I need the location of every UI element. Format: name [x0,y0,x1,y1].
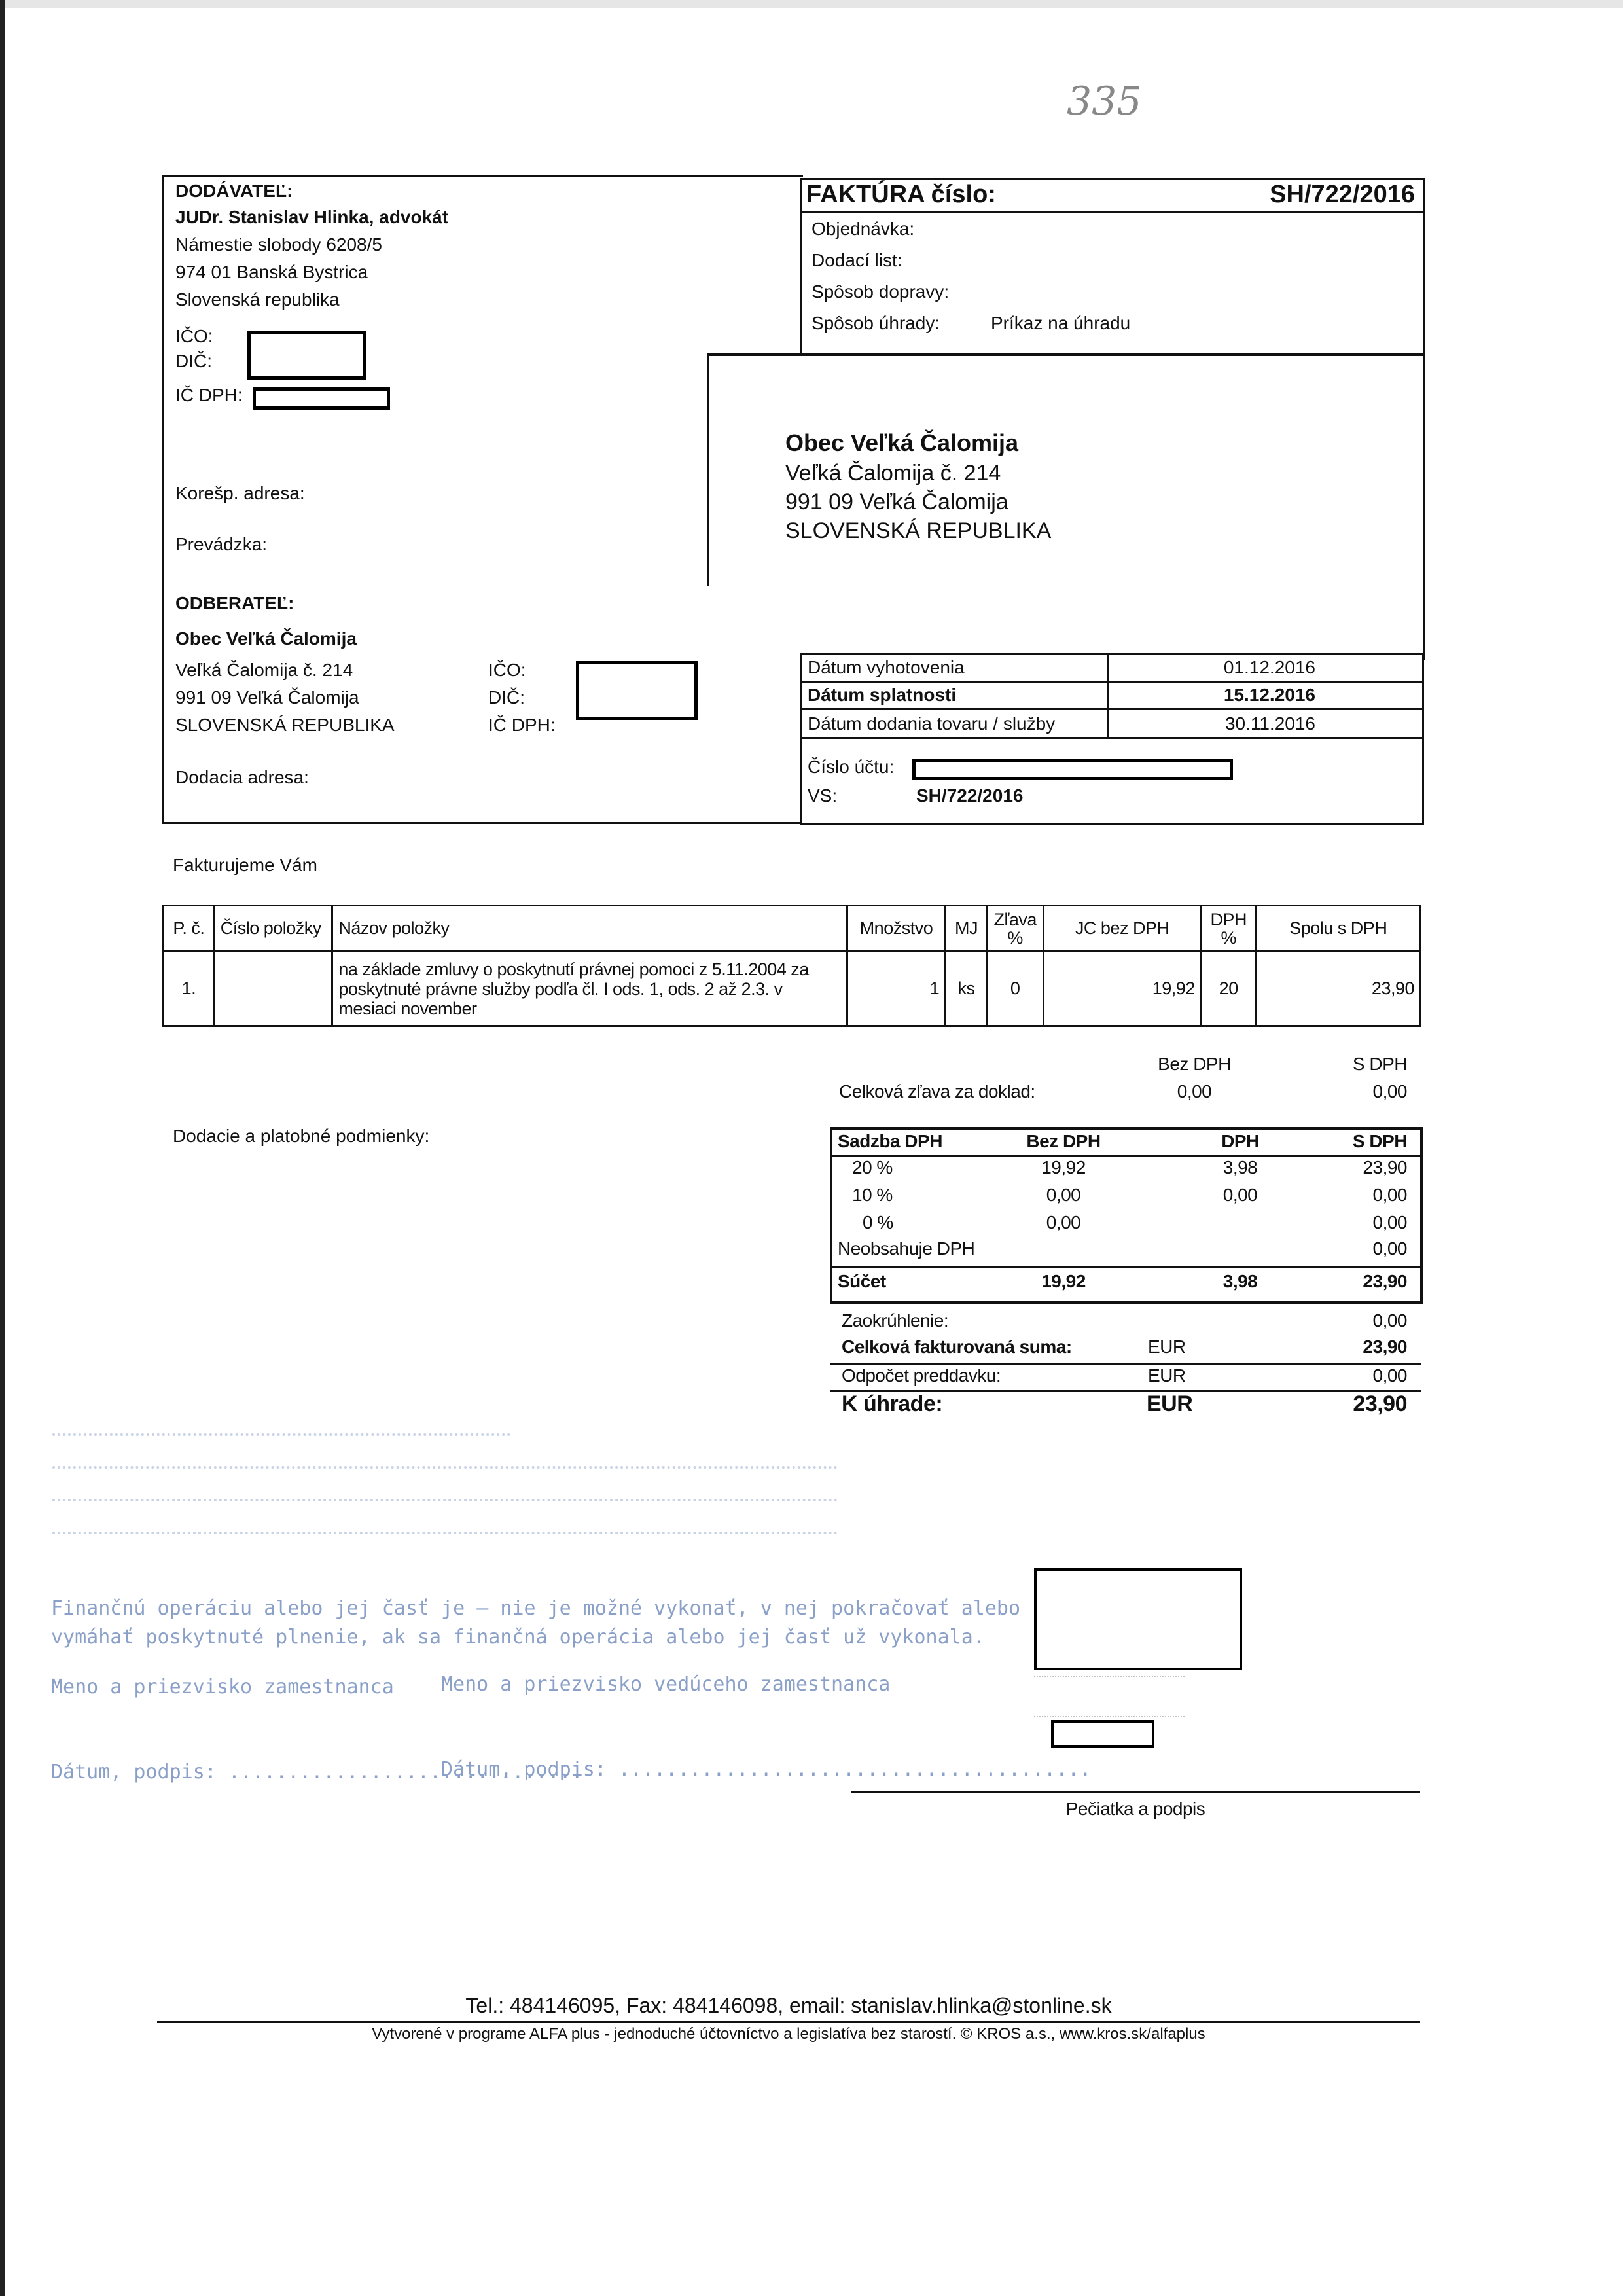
invoice-title: FAKTÚRA číslo: [806,181,996,208]
row-qty: 1 [847,952,945,1026]
vat-sum-label: Súčet [838,1271,886,1291]
header-code: Číslo položky [214,906,332,952]
stamp-name-manager: Meno a priezvisko vedúceho zamestnanca [441,1673,891,1696]
vs-value: SH/722/2016 [916,785,1024,806]
due-label: K úhrade: [842,1391,943,1416]
row-mj: ks [946,952,988,1026]
header-vat-line1: DPH [1210,909,1247,929]
small-stamp-mark [1034,1676,1185,1717]
discount-s-value: 0,00 [1372,1081,1407,1102]
header-discount [987,906,1043,952]
vat-row-3-bez: 0,00 [1046,1212,1081,1232]
scan-left-edge [0,0,5,2296]
header-unit: JC bez DPH [1043,906,1201,952]
supply-date-label: Dátum dodania tovaru / služby [808,713,1056,734]
vat-header-line [830,1155,1423,1157]
supplier-street: Námestie slobody 6208/5 [175,234,382,255]
supplier-name: JUDr. Stanislav Hlinka, advokát [175,207,449,227]
order-label: Objednávka: [812,219,915,239]
signature-line [851,1791,1420,1793]
redacted-supplier-vat-id [253,387,390,410]
faint-stamp-dots-4 [52,1532,838,1538]
row-total: 23,90 [1256,952,1420,1026]
footer-line [157,2021,1420,2023]
row-discount: 0 [987,952,1043,1026]
vat-header-s: S DPH [1352,1131,1407,1151]
header-vat [1201,906,1256,952]
header-discount-line1: Zľava [993,909,1037,929]
delivery-note-label: Dodací list: [812,250,902,270]
row-pc: 1. [164,952,215,1026]
vat-row-1-s: 23,90 [1363,1157,1407,1177]
customer-street: Veľká Čalomija č. 214 [175,660,353,680]
vat-sum-s: 23,90 [1363,1271,1407,1291]
transport-label: Spôsob dopravy: [812,281,950,302]
items-table [162,905,1421,1027]
customer-name: Obec Veľká Čalomija [175,628,357,649]
faint-stamp-lines [52,1414,864,1558]
vat-row-3-rate: 0 % [863,1212,893,1232]
table-row [164,952,1421,1026]
intro-text: Fakturujeme Vám [173,855,317,875]
redacted-supplier-ids [247,331,366,380]
rounding-label: Zaokrúhlenie: [842,1310,949,1331]
dates-box [800,653,1424,825]
faint-stamp-dots-1 [52,1433,510,1440]
vat-sum-dph: 3,98 [1222,1271,1258,1291]
vat-header-dph: DPH [1221,1131,1259,1151]
total-value: 23,90 [1363,1336,1407,1357]
discount-col-s: S DPH [1352,1054,1407,1074]
vat-header-bez: Bez DPH [1026,1131,1101,1151]
header-discount-line2: % [1007,927,1023,948]
header-qty: Množstvo [847,906,945,952]
recipient-name: Obec Veľká Čalomija [785,429,1019,456]
vat-row-4-rate: Neobsahuje DPH [838,1238,975,1259]
advance-currency: EUR [1148,1365,1186,1386]
vat-row-4-s: 0,00 [1372,1238,1407,1259]
advance-value: 0,00 [1372,1365,1407,1386]
vat-row-2-s: 0,00 [1372,1185,1407,1205]
supplier-city: 974 01 Banská Bystrica [175,262,368,282]
row-vat: 20 [1201,952,1256,1026]
stamp-date-sign-2: Dátum, podpis: ........................................ [441,1758,1092,1781]
header-mj: MJ [946,906,988,952]
customer-icdph-label: IČ DPH: [488,715,556,735]
vat-row-1-dph: 3,98 [1222,1157,1258,1177]
supplier-prevadzka-label: Prevádzka: [175,534,268,554]
vat-row-2-bez: 0,00 [1046,1185,1081,1205]
supplier-dic-label: DIČ: [175,351,212,371]
advance-label: Odpočet preddavku: [842,1365,1001,1386]
faint-stamp-dots-3 [52,1499,838,1505]
discount-col-bez: Bez DPH [1158,1054,1231,1074]
row-unit: 19,92 [1043,952,1201,1026]
invoice-title-divider [800,211,1425,213]
account-label: Číslo účtu: [808,757,895,777]
total-label: Celková fakturovaná suma: [842,1336,1072,1357]
due-value: 23,90 [1353,1391,1407,1416]
vat-sum-line [830,1266,1423,1268]
redacted-stamp-id [1051,1720,1154,1748]
vs-label: VS: [808,785,838,806]
recipient-street: Veľká Čalomija č. 214 [785,461,1001,486]
customer-city: 991 09 Veľká Čalomija [175,687,359,708]
customer-heading: ODBERATEĽ: [175,593,294,613]
header-total: Spolu s DPH [1256,906,1420,952]
stamp-name-employee: Meno a priezvisko zamestnanca [51,1676,394,1698]
stamp-line-1: Finančnú operáciu alebo jej časť je – nie je možné vykonať, v nej pokračovať alebo [51,1597,1021,1620]
supplier-heading: DODÁVATEĽ: [175,181,293,201]
redacted-account-number [912,759,1233,780]
dates-column-line [1107,653,1109,737]
redacted-signature [1034,1568,1242,1670]
items-header-row [164,906,1421,952]
recipient-country: SLOVENSKÁ REPUBLIKA [785,518,1052,543]
conditions-label: Dodacie a platobné podmienky: [173,1126,430,1146]
supplier-ico-label: IČO: [175,326,213,346]
vat-row-2-rate: 10 % [852,1185,893,1205]
stamp-date-sign-1: Dátum, podpis: .............................. [51,1761,583,1784]
supply-date-value: 30.11.2016 [1224,713,1315,734]
vat-row-1-bez: 19,92 [1041,1157,1086,1177]
rounding-value: 0,00 [1372,1310,1407,1331]
issue-date-label: Dátum vyhotovenia [808,657,965,677]
supplier-icdph-label: IČ DPH: [175,385,243,405]
header-name: Názov položky [332,906,847,952]
scan-top-edge [0,0,1623,8]
faint-stamp-dots-2 [52,1466,838,1473]
handwritten-number: 335 [1067,79,1142,124]
footer-contact: Tel.: 484146095, Fax: 484146098, email: stanislav.hlinka@stonline.sk [465,1994,1112,2017]
vat-row-3-s: 0,00 [1372,1212,1407,1232]
redacted-customer-ids [576,661,698,720]
dates-row-line-3 [800,737,1424,739]
row-code [214,952,332,1026]
customer-delivery-label: Dodacia adresa: [175,767,309,787]
supplier-koresp-label: Korešp. adresa: [175,483,305,503]
dates-row-line-1 [800,681,1424,683]
header-pc: P. č. [164,906,215,952]
vat-sum-bez: 19,92 [1041,1271,1086,1291]
customer-country: SLOVENSKÁ REPUBLIKA [175,715,395,735]
discount-label: Celková zľava za doklad: [839,1081,1035,1102]
supplier-country: Slovenská republika [175,289,340,310]
footer-software: Vytvorené v programe ALFA plus - jednoduché účtovníctvo a legislatíva bez starostí. © KROS a.s., www.kros.sk/alfaplus [372,2025,1205,2043]
invoice-number: SH/722/2016 [1270,181,1415,208]
vat-row-1-rate: 20 % [852,1157,893,1177]
issue-date-value: 01.12.2016 [1223,657,1315,677]
discount-bez-value: 0,00 [1177,1081,1212,1102]
payment-value: Príkaz na úhradu [991,313,1131,333]
vat-header-rate: Sadzba DPH [838,1131,942,1151]
due-date-value: 15.12.2016 [1223,685,1315,705]
dates-row-line-2 [800,708,1424,710]
totals-line-1 [830,1363,1421,1365]
vat-row-2-dph: 0,00 [1222,1185,1258,1205]
row-name: na základe zmluvy o poskytnutí právnej pomoci z 5.11.2004 za poskytnuté právne služby podľa čl. I ods. 1, ods. 2 až 2.3. v mesiaci november [332,952,847,1026]
due-date-label: Dátum splatnosti [808,685,957,705]
stamp-line-2: vymáhať poskytnuté plnenie, ak sa finančná operácia alebo jej časť už vykonala. [51,1626,985,1649]
recipient-city: 991 09 Veľká Čalomija [785,490,1008,514]
due-currency: EUR [1147,1391,1193,1416]
customer-dic-label: DIČ: [488,687,525,708]
signature-label: Pečiatka a podpis [1065,1799,1205,1819]
payment-label: Spôsob úhrady: [812,313,940,333]
header-vat-line2: % [1221,927,1236,948]
total-currency: EUR [1148,1336,1186,1357]
customer-ico-label: IČO: [488,660,526,680]
